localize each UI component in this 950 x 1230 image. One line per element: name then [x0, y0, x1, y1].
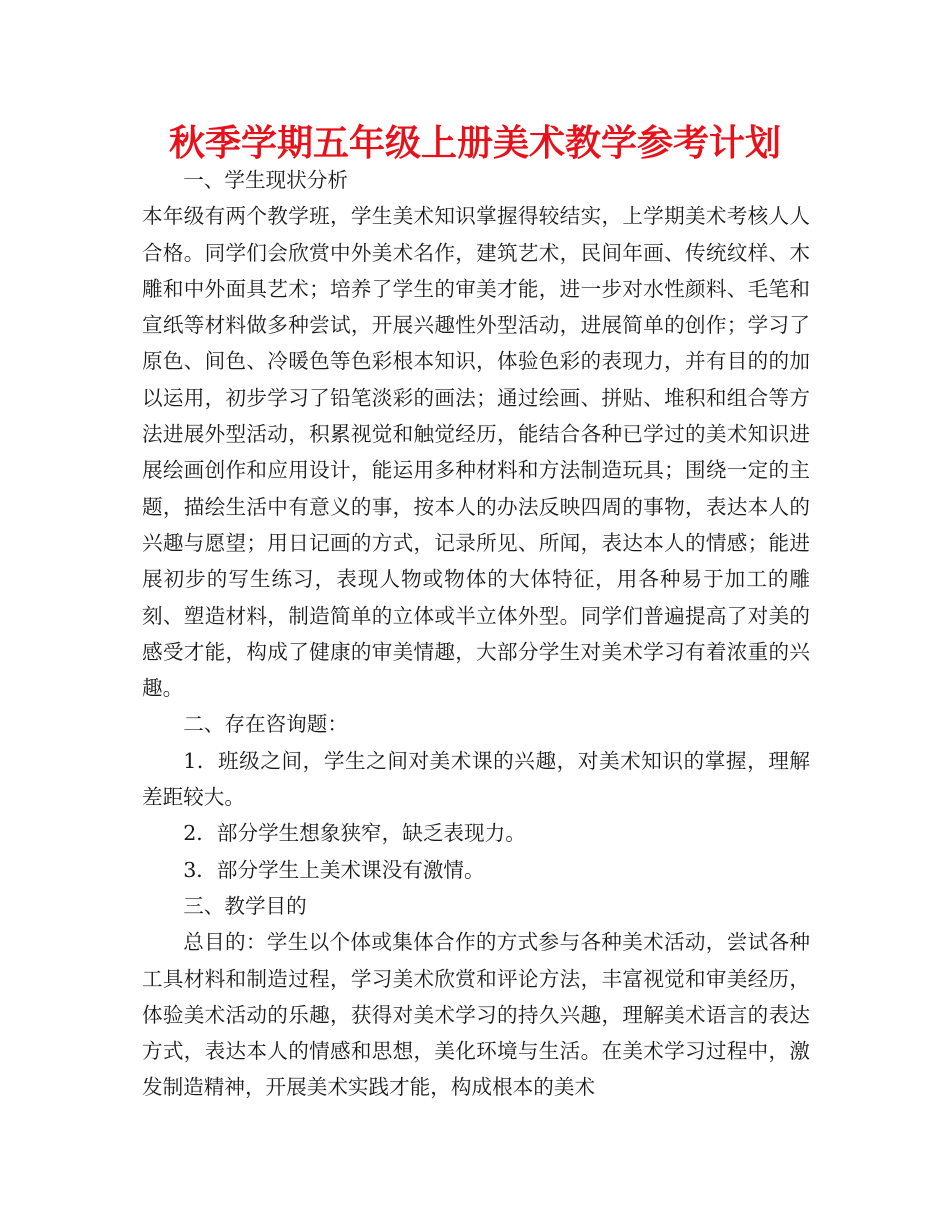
document-title: 秋季学期五年级上册美术教学参考计划	[168, 123, 781, 164]
list-item-problem-2: 2．部分学生想象狭窄，缺乏表现力。	[183, 821, 526, 846]
section-heading-teaching-goals: 三、教学目的	[183, 893, 307, 918]
section-heading-problems: 二、存在咨询题：	[183, 712, 348, 737]
document-body	[142, 162, 810, 1106]
paragraph-student-status: 本年级有两个教学班，学生美术知识掌握得较结实，上学期美术考核人人合格。同学们会欣赏中外美术名作，建筑艺术，民间年画、传统纹样、木雕和中外面具艺术；培养了学生的审美才能，进一步对水性颜料、毛笔和宣纸等材料做多种尝试，开展兴趣性外型活动，进展简单的创作；学习了原色、间色、冷暖色等色彩根本知识，体验色彩的表现力，并有目的的加以运用，初步学习了铅笔淡彩的画法；通过绘画、拼贴、堆积和组合等方法进展外型活动，积累视觉和触觉经历，能结合各种已学过的美术知识进展绘画创作和应用设计，能运用多种材料和方法制造玩具；围绕一定的主题，描绘生活中有意义的事，按本人的办法反映四周的事物，表达本人的兴趣与愿望；用日记画的方式，记录所见、所闻，表达本人的情感；能进展初步的写生练习，表现人物或物体的大体特征，用各种易于加工的雕刻、塑造材料，制造简单的立体或半立体外型。同学们普遍提高了对美的感受才能，构成了健康的审美情趣，大部分学生对美术学习有着浓重的兴趣。	[142, 204, 810, 701]
list-item-problem-1: 1．班级之间，学生之间对美术课的兴趣，对美术知识的掌握，理解差距较大。	[142, 748, 810, 810]
paragraph-overall-goal: 总目的：学生以个体或集体合作的方式参与各种美术活动，尝试各种工具材料和制造过程，学习美术欣赏和评论方法，丰富视觉和审美经历，体验美术活动的乐趣，获得对美术学习的持久兴趣，理解美术语言的表达方式，表达本人的情感和思想，美化环境与生活。在美术学习过程中，激发制造精神，开展美术实践才能，构成根本的美术	[142, 930, 810, 1100]
list-item-problem-3: 3．部分学生上美术课没有激情。	[183, 857, 485, 882]
section-heading-student-status: 一、学生现状分析	[183, 168, 348, 192]
